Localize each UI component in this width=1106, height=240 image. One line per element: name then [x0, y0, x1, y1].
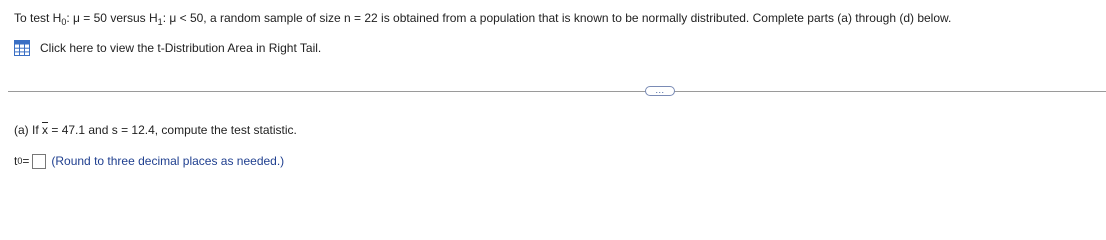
problem-prefix: To test H — [14, 11, 62, 25]
problem-h0-relation: : μ = 50 versus H — [66, 11, 158, 25]
equals-sign: = — [22, 154, 30, 168]
rounding-hint: (Round to three decimal places as needed.) — [51, 154, 285, 168]
h0-subscript: 0 — [61, 17, 67, 27]
part-a-rest: = 47.1 and s = 12.4, compute the test statistic. — [48, 123, 297, 137]
test-statistic-symbol: t — [14, 154, 18, 168]
answer-row: t 0 = (Round to three decimal places as needed.) — [14, 154, 285, 168]
x-bar-symbol: $\overline{x}$ — [42, 123, 49, 137]
problem-statement — [14, 10, 951, 26]
t-distribution-link[interactable] — [14, 40, 321, 56]
t-distribution-link-label[interactable]: Click here to view the t-Distribution Area in Right Tail. — [40, 41, 322, 55]
problem-rest: : μ < 50, a random sample of size n = 22 is obtained from a population that is known to be normally distributed. Complete parts (a) through (d) below. — [162, 11, 952, 25]
part-a-prompt — [14, 122, 297, 138]
test-statistic-input[interactable] — [32, 154, 46, 169]
part-a-prefix: (a) If — [14, 123, 43, 137]
table-icon — [14, 40, 30, 56]
ellipsis-icon: ... — [655, 84, 665, 95]
section-divider — [8, 91, 1106, 92]
more-button[interactable] — [645, 86, 675, 96]
h1-subscript: 1 — [157, 17, 163, 27]
